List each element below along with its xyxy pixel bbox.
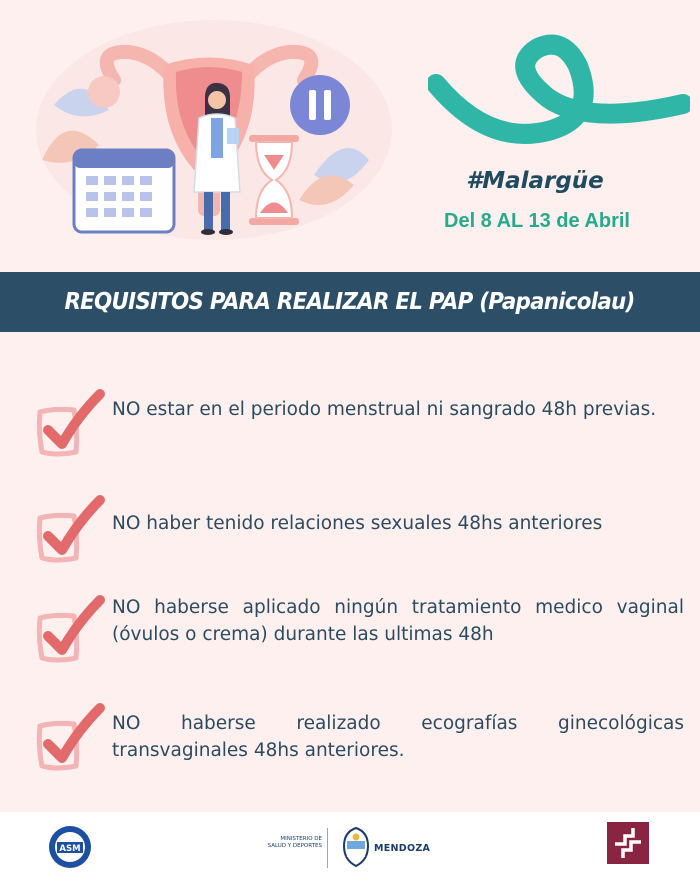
title-banner [0, 272, 700, 332]
cross-logo [607, 822, 649, 864]
requirement-item [34, 700, 684, 780]
checkmark-icon [34, 492, 106, 568]
svg-text:ASM: ASM [59, 844, 81, 854]
checkmark-icon [34, 592, 106, 668]
uterus-doctor-illustration [24, 10, 396, 258]
requirement-text: NO haberse realizado ecografías ginecológicas transvaginales 48hs anteriores. [112, 713, 684, 761]
ministerio-line2: SALUD Y DEPORTES [267, 843, 322, 849]
page-title: REQUISITOS PARA REALIZAR EL PAP (Papanicolau) [64, 289, 636, 315]
header-section [0, 0, 700, 272]
checkmark-icon [34, 700, 106, 776]
checkmark-icon [34, 386, 106, 462]
asm-logo [48, 825, 92, 869]
requirement-item [34, 386, 664, 466]
hashtag-label: #Malargüe [466, 168, 604, 194]
requirement-text: NO estar en el periodo menstrual ni sangrado 48h previas. [112, 399, 657, 420]
requirement-item [34, 492, 664, 572]
requirement-text: NO haber tenido relaciones sexuales 48hs anteriores [112, 513, 603, 534]
date-range: Del 8 AL 13 de Abril [444, 210, 630, 232]
logo-divider [327, 828, 328, 868]
mendoza-label: MENDOZA [374, 843, 431, 854]
mendoza-seal [341, 826, 371, 868]
ministerio-line1: MINISTERIO DE [280, 836, 322, 842]
ministerio-logo-text [226, 836, 322, 850]
awareness-ribbon-icon [428, 26, 690, 156]
requirement-item [34, 592, 684, 672]
requirement-text: NO haberse aplicado ningún tratamiento medico vaginal (óvulos o crema) durante las ultimas 48h [112, 597, 684, 645]
